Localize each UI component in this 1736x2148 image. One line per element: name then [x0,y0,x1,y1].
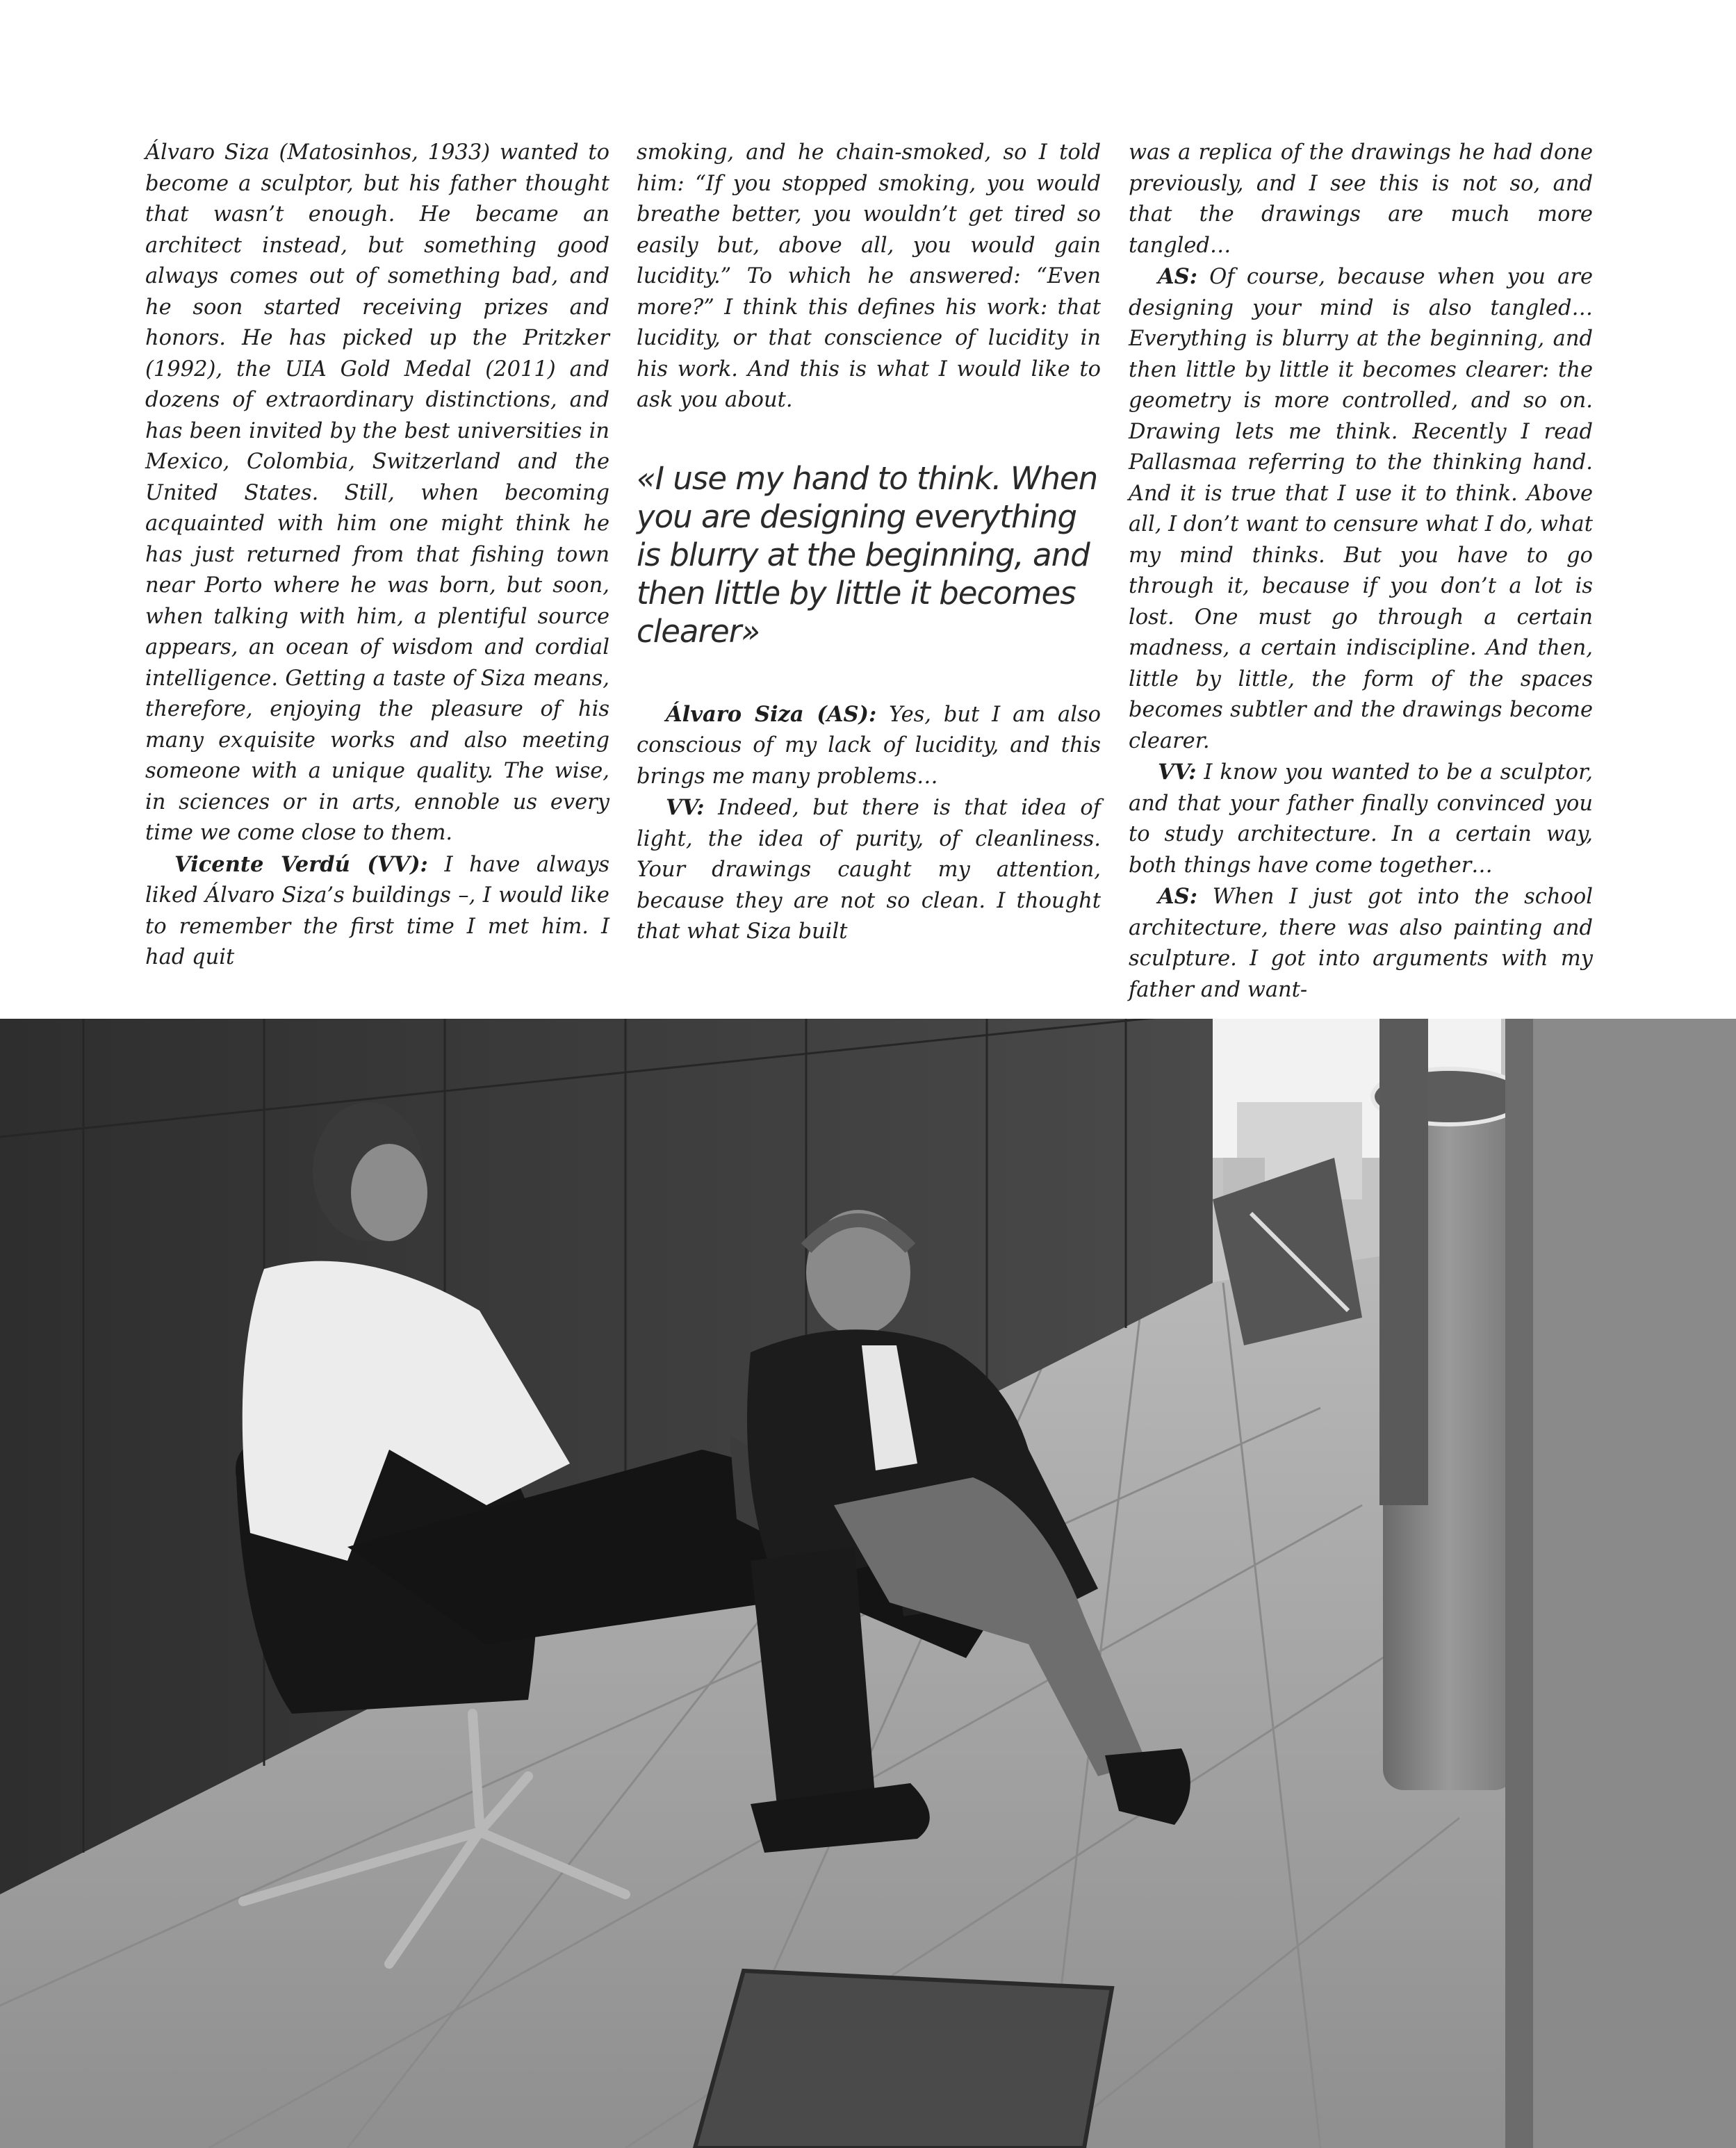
speaker-text: When I just got into the school architecture, there was also painting and sculpture. I got into arguments with my father and want- [1129,885,1593,1002]
speaker-label: AS: [1158,884,1197,909]
cylinder-column [1379,1019,1428,1505]
article-column-2 [637,138,1101,948]
interview-paragraph [637,792,1101,948]
speaker-label: Álvaro Siza (AS): [666,701,877,727]
pull-quote: «I use my hand to think. When you are designing everything is blurry at the beginning, and then little by little it becomes clearer» [637,459,1098,650]
speaker-text: Of course, because when you are designing your mind is also tangled… Everything is blurry at the beginning, and then little by little it becomes clearer: the geometry is more controlled, and so on. Drawing lets me think. Recently I read Pallasmaa referring to the thinking hand. And it is true that I use it to think. Above all, I don’t want to censure what I do, what my mind thinks. But you have to go through it, because if you don’t a lot is lost. One must go through a certain madness, a certain indiscipline. And then, little by little, the form of the spaces becomes subtler and the drawings become clearer. [1129,265,1593,753]
interview-paragraph [637,699,1101,793]
speaker-text: I have always liked Álvaro Siza’s buildings –, I would like to remember the first time I met him. I had quit [145,852,609,969]
speaker-text: Indeed, but there is that idea of light, the idea of purity, of cleanliness. Your drawings caught my attention, because they are not so clean. I thought that what Siza built [637,796,1101,944]
interview-paragraph [1129,881,1593,1006]
right-pillar [1505,1019,1736,2148]
interview-paragraph [1129,757,1593,881]
speaker-text: Yes, but I am also conscious of my lack of lucidity, and this brings me many problems… [637,702,1102,789]
speaker-label: VV: [1158,760,1197,785]
speaker-text: I know you wanted to be a sculptor, and that your father finally convinced you to study architecture. In a certain way, both things have come together… [1129,760,1593,878]
body-paragraph: was a replica of the drawings he had done previously, and I see this is not so, and that the drawings are much more tangled… [1129,140,1593,258]
interview-photo [0,1019,1736,2148]
body-paragraph: smoking, and he chain-smoked, so I told him: “If you stopped smoking, you would breathe better, you wouldn’t get tired so easily but, above all, you would gain lucidity.” To which he answered: “Even more?” I think this defines his work: that lucidity, or that conscience of lucidity in his work. And this is what I would like to ask you about. [637,140,1101,412]
speaker-label: AS: [1158,264,1197,289]
intro-paragraph: Álvaro Siza (Matosinhos, 1933) wanted to become a sculptor, but his father thought that wasn’t enough. He became an architect instead, but something good always comes out of something bad, and he soon started receiving prizes and honors. He has picked up the Pritzker (1992), the UIA Gold Medal (2011) and dozens of extraordinary distinctions, and has been invited by the best universities in Mexico, Colombia, Switzerland and the United States. Still, when becoming acquainted with him one might think he has just returned from that fishing town near Porto where he was born, but soon, when talking with him, a plentiful source appears, an ocean of wisdom and cordial intelligence. Getting a taste of Siza means, therefore, enjoying the pleasure of his many exquisite works and also meeting someone with a unique quality. The wise, in sciences or in arts, ennoble us every time we come close to them. [145,140,609,845]
article-column-3 [1129,138,1593,1006]
floor-skylight [695,1971,1112,2148]
speaker-label: VV: [666,795,705,820]
interview-paragraph [1129,261,1593,757]
article-column-1 [145,138,609,974]
photo-illustration [0,1019,1736,2148]
interview-paragraph [145,849,609,974]
speaker-label: Vicente Verdú (VV): [174,851,428,877]
